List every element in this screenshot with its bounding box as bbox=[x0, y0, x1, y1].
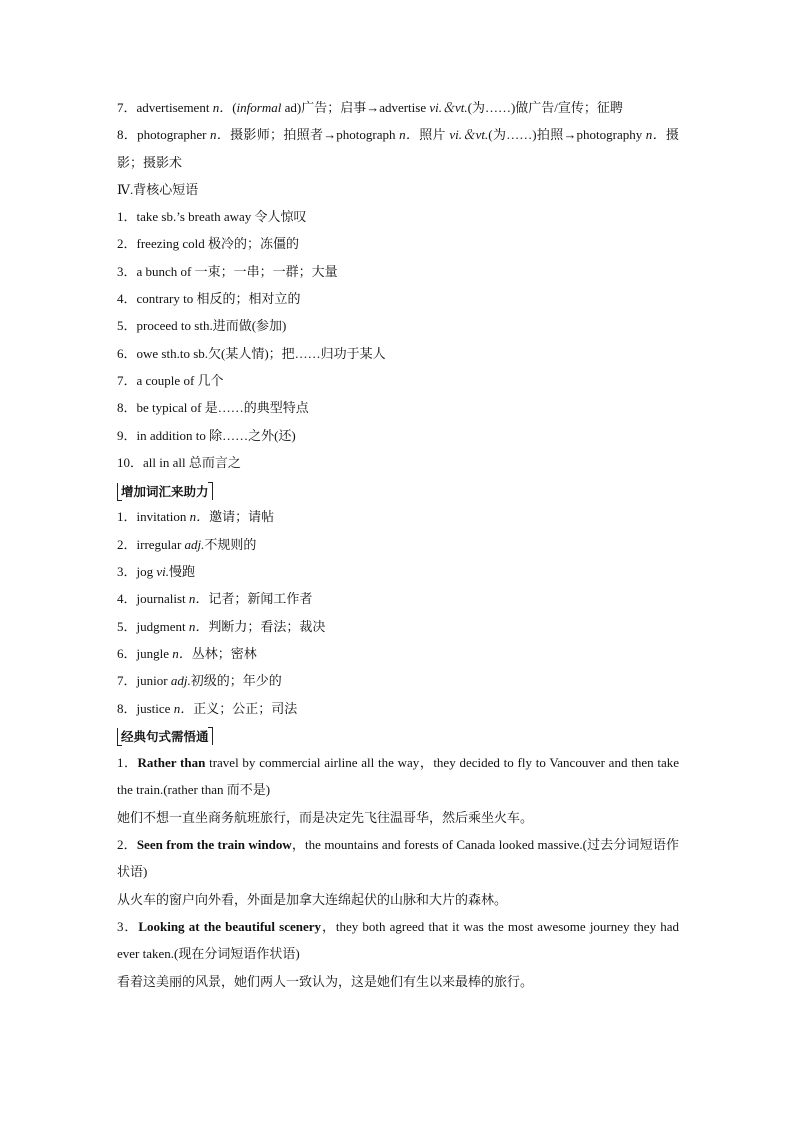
phrase-item bbox=[117, 312, 679, 339]
definition-text: 摄影师；拍照者→photograph bbox=[230, 127, 400, 143]
item-number: 5． bbox=[117, 618, 137, 634]
vocab-word: advertisement bbox=[136, 100, 210, 115]
item-number: 3． bbox=[117, 564, 137, 580]
vocab-meaning: 记者；新闻工作者 bbox=[208, 591, 313, 607]
sentence-translation: 看着这美丽的风景，她们两人一致认为，这是她们有生以来最棒的旅行。 bbox=[117, 973, 534, 989]
phrase-item bbox=[117, 203, 679, 230]
vocab-word: jog bbox=[136, 564, 157, 580]
heading-mark: 经典句式需悟通 bbox=[117, 728, 213, 745]
vocab-word: jungle bbox=[136, 645, 173, 661]
vocab-word: invitation bbox=[136, 509, 190, 525]
item-number: 7． bbox=[117, 673, 137, 689]
sentence-item bbox=[117, 749, 679, 804]
part-of-speech: n． bbox=[172, 645, 192, 661]
vocab-meaning: 判断力；看法；裁决 bbox=[208, 618, 326, 634]
item-number: 5． bbox=[117, 318, 137, 334]
item-number: 3． bbox=[117, 263, 137, 279]
phrase-item bbox=[117, 367, 679, 394]
part-of-speech: n． bbox=[645, 127, 666, 143]
key-phrase: Seen from the train window bbox=[136, 837, 292, 853]
part-of-speech: vi. bbox=[156, 564, 170, 580]
definition-text: ad)广告；启事→advertise bbox=[281, 100, 430, 115]
extra-vocab-item bbox=[117, 503, 679, 530]
item-number: 7． bbox=[117, 100, 137, 115]
extra-vocab-item bbox=[117, 640, 679, 667]
item-number: 6． bbox=[117, 345, 137, 361]
sentence-text: ，the mountains and forests of Canada looked massive.(过去分词短语作状语) bbox=[117, 837, 679, 880]
extra-vocab-item bbox=[117, 695, 679, 722]
item-number: 8． bbox=[117, 400, 137, 416]
section-heading: Ⅳ.背核心短语 bbox=[117, 181, 199, 197]
sentence-item bbox=[117, 913, 679, 968]
key-phrase: Looking at the beautiful scenery bbox=[138, 918, 322, 934]
definition-text: (为……)做广告/宣传；征聘 bbox=[467, 100, 623, 115]
phrase-text: owe sth.to sb.欠(某人情)；把……归功于某人 bbox=[136, 345, 386, 361]
extra-vocab-item bbox=[117, 531, 679, 558]
vocab-meaning: 丛林；密林 bbox=[191, 645, 257, 661]
item-number: 4． bbox=[117, 291, 137, 307]
item-number: 6． bbox=[117, 645, 137, 661]
sentence-item bbox=[117, 831, 679, 886]
phrase-text: proceed to sth.进而做(参加) bbox=[136, 318, 287, 334]
phrase-text: all in all 总而言之 bbox=[143, 454, 241, 470]
part-of-speech: n． bbox=[188, 618, 209, 634]
sentence-text: ，they both agreed that it was the most awesome journey they had ever taken.(现在分词短语作状语) bbox=[117, 918, 679, 962]
phrase-text: a bunch of 一束；一串；一群；大量 bbox=[136, 263, 338, 279]
item-number: 8． bbox=[117, 127, 138, 143]
phrase-text: freezing cold 极冷的；冻僵的 bbox=[136, 236, 299, 252]
sentence-text: travel by commercial airline all the way，they decided to fly to Vancouver and then take the train.(rather than 而不是) bbox=[117, 755, 679, 798]
vocab-meaning: 正义；公正；司法 bbox=[193, 700, 298, 716]
heading-mark: 增加词汇来助力 bbox=[117, 483, 213, 500]
phrase-item bbox=[117, 449, 679, 476]
part-of-speech: n． bbox=[188, 591, 209, 607]
item-number: 7． bbox=[117, 372, 137, 388]
extra-vocab-item bbox=[117, 558, 679, 585]
vocab-meaning: 不规则的 bbox=[204, 536, 257, 552]
phrase-text: contrary to 相反的；相对立的 bbox=[136, 291, 301, 307]
definition-text: ( bbox=[232, 100, 237, 115]
part-of-speech: n． bbox=[189, 509, 210, 525]
phrase-item bbox=[117, 285, 679, 312]
definition-text: 照片 bbox=[419, 127, 450, 143]
vocab-item-7 bbox=[117, 94, 679, 121]
vocab-word: irregular bbox=[136, 536, 185, 552]
part-of-speech: informal bbox=[236, 100, 282, 115]
part-of-speech: adj. bbox=[170, 673, 191, 689]
item-number: 8． bbox=[117, 700, 137, 716]
vocab-meaning: 慢跑 bbox=[169, 564, 196, 580]
extra-vocab-item bbox=[117, 585, 679, 612]
vocab-meaning: 初级的；年少的 bbox=[190, 673, 282, 689]
vocab-word: journalist bbox=[136, 591, 189, 607]
vocab-word: justice bbox=[136, 700, 174, 716]
part-of-speech: vi.＆vt. bbox=[449, 127, 489, 143]
phrase-text: a couple of 几个 bbox=[136, 372, 224, 388]
sentence-translation: 她们不想一直坐商务航班旅行，而是决定先飞往温哥华，然后乘坐火车。 bbox=[117, 809, 534, 825]
part-of-speech: n． bbox=[173, 700, 194, 716]
item-number: 9． bbox=[117, 427, 137, 443]
item-number: 2． bbox=[117, 536, 137, 552]
phrase-text: take sb.’s breath away 令人惊叹 bbox=[136, 209, 307, 225]
item-number: 2． bbox=[117, 837, 137, 853]
sentence-translation: 从火车的窗户向外看，外面是加拿大连绵起伏的山脉和大片的森林。 bbox=[117, 891, 508, 907]
item-number: 4． bbox=[117, 591, 137, 607]
vocab-word: judgment bbox=[136, 618, 189, 634]
phrase-item bbox=[117, 422, 679, 449]
phrase-text: in addition to 除……之外(还) bbox=[136, 427, 296, 443]
section-heading-sentences bbox=[117, 722, 679, 749]
part-of-speech: n． bbox=[212, 100, 233, 115]
extra-vocab-item bbox=[117, 613, 679, 640]
vocab-meaning: 邀请；请帖 bbox=[209, 509, 275, 525]
phrase-text: be typical of 是……的典型特点 bbox=[136, 400, 309, 416]
item-number: 2． bbox=[117, 236, 137, 252]
extra-vocab-item bbox=[117, 667, 679, 694]
part-of-speech: n． bbox=[210, 127, 231, 143]
content bbox=[117, 94, 679, 995]
definition-text: 摄影；摄影术 bbox=[117, 127, 679, 170]
item-number: 1． bbox=[117, 509, 137, 525]
vocab-item-8 bbox=[117, 121, 679, 176]
part-of-speech: n． bbox=[399, 127, 420, 143]
item-number: 10． bbox=[117, 454, 144, 470]
part-of-speech: adj. bbox=[184, 536, 205, 552]
item-number: 1． bbox=[117, 209, 137, 225]
definition-text: (为……)拍照→photography bbox=[488, 127, 646, 143]
vocab-word: photographer bbox=[137, 127, 207, 143]
key-phrase: Rather than bbox=[137, 755, 206, 771]
vocab-word: junior bbox=[136, 673, 171, 689]
phrase-item bbox=[117, 394, 679, 421]
item-number: 3． bbox=[117, 918, 139, 934]
phrase-item bbox=[117, 340, 679, 367]
section-heading-extra-vocab bbox=[117, 476, 679, 503]
phrase-item bbox=[117, 258, 679, 285]
item-number: 1． bbox=[117, 755, 138, 771]
part-of-speech: vi.＆vt. bbox=[429, 100, 468, 115]
phrase-item bbox=[117, 230, 679, 257]
